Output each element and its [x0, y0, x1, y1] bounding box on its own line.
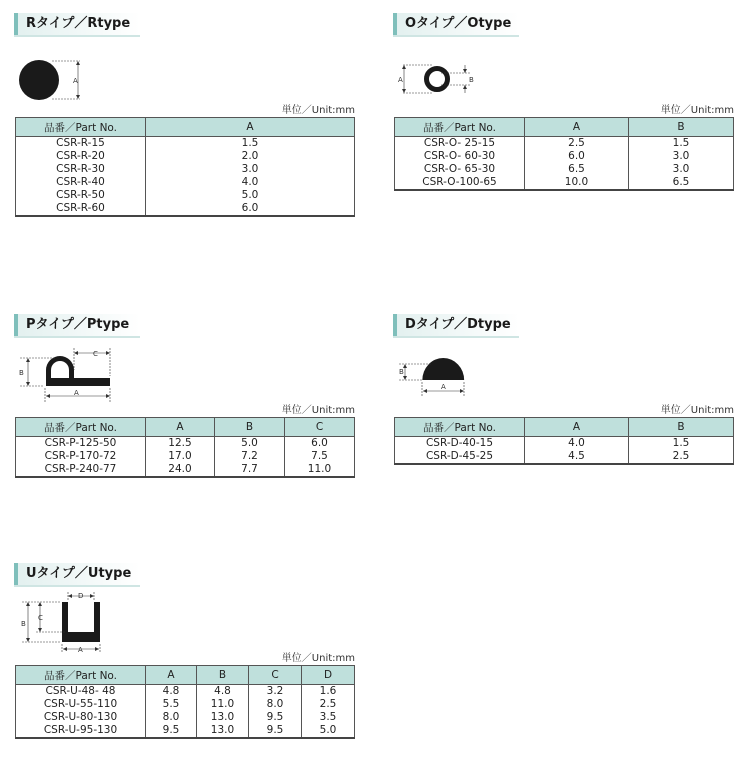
dimension-cell: 4.0 [146, 176, 355, 189]
dimension-cell: 1.5 [146, 137, 355, 151]
d-label-a: A [441, 383, 446, 391]
u-unit-label: 単位／Unit:mm [281, 653, 355, 664]
table-row [16, 176, 355, 189]
r-label-a: A [73, 77, 78, 85]
u-spec-table [15, 665, 355, 739]
table-row [16, 724, 355, 738]
d-unit-label: 単位／Unit:mm [660, 405, 734, 416]
r-unit-label: 単位／Unit:mm [281, 105, 355, 116]
table-row [395, 437, 734, 451]
dimension-cell: 13.0 [197, 724, 249, 738]
dimension-cell: 1.6 [302, 685, 355, 699]
table-row [16, 698, 355, 711]
dimension-cell: 6.0 [285, 437, 355, 451]
part-number-cell: CSR-P-240-77 [16, 463, 146, 477]
dimension-cell: 13.0 [197, 711, 249, 724]
col-header-d: D [302, 666, 355, 685]
dimension-cell: 1.5 [629, 137, 734, 151]
dimension-cell: 2.5 [525, 137, 629, 151]
part-number-cell: CSR-O-100-65 [395, 176, 525, 190]
u-label-a: A [78, 646, 83, 654]
col-header-part-no: 品番／Part No. [395, 118, 525, 137]
col-header-c: C [285, 418, 355, 437]
dimension-cell: 9.5 [249, 724, 302, 738]
dimension-cell: 5.0 [146, 189, 355, 202]
col-header-b: B [215, 418, 285, 437]
table-row [395, 450, 734, 464]
table-row [16, 189, 355, 202]
table-row [16, 163, 355, 176]
dimension-cell: 3.0 [629, 163, 734, 176]
part-number-cell: CSR-D-40-15 [395, 437, 525, 451]
dimension-cell: 1.5 [629, 437, 734, 451]
u-label-b: B [21, 620, 26, 628]
dimension-cell: 2.5 [302, 698, 355, 711]
dimension-cell: 8.0 [146, 711, 197, 724]
part-number-cell: CSR-P-125-50 [16, 437, 146, 451]
col-header-a: A [146, 418, 215, 437]
d-type-diagram [391, 356, 471, 400]
d-label-b: B [399, 368, 404, 376]
col-header-a: A [525, 118, 629, 137]
dimension-cell: 3.0 [146, 163, 355, 176]
part-number-cell: CSR-R-50 [16, 189, 146, 202]
p-label-b: B [19, 369, 24, 377]
o-type-diagram [393, 60, 483, 100]
table-row [395, 163, 734, 176]
col-header-part-no: 品番／Part No. [16, 118, 146, 137]
dimension-cell: 2.5 [629, 450, 734, 464]
table-row [16, 450, 355, 463]
dimension-cell: 4.8 [146, 685, 197, 699]
part-number-cell: CSR-U-80-130 [16, 711, 146, 724]
col-header-part-no: 品番／Part No. [395, 418, 525, 437]
p-type-title: Pタイプ／Ptype [26, 317, 130, 332]
table-header-row [395, 418, 734, 437]
table-row [16, 463, 355, 477]
table-row [16, 685, 355, 699]
dimension-cell: 9.5 [249, 711, 302, 724]
dimension-cell: 9.5 [146, 724, 197, 738]
table-row [16, 150, 355, 163]
r-type-heading [14, 13, 140, 37]
table-row [395, 176, 734, 190]
part-number-cell: CSR-R-30 [16, 163, 146, 176]
table-row [16, 711, 355, 724]
p-label-c: C [93, 350, 98, 358]
part-number-cell: CSR-O- 65-30 [395, 163, 525, 176]
o-label-a: A [398, 76, 403, 84]
u-label-d: D [78, 592, 84, 600]
dimension-cell: 10.0 [525, 176, 629, 190]
table-header-row [16, 666, 355, 685]
table-row [16, 137, 355, 151]
p-type-diagram [12, 346, 116, 404]
table-header-row [16, 118, 355, 137]
part-number-cell: CSR-P-170-72 [16, 450, 146, 463]
table-row [16, 202, 355, 216]
dimension-cell: 5.0 [215, 437, 285, 451]
dimension-cell: 3.0 [629, 150, 734, 163]
p-spec-table [15, 417, 355, 478]
part-number-cell: CSR-R-40 [16, 176, 146, 189]
table-row [395, 137, 734, 151]
o-type-title: Oタイプ／Otype [405, 16, 512, 31]
dimension-cell: 11.0 [285, 463, 355, 477]
part-number-cell: CSR-O- 25-15 [395, 137, 525, 151]
dimension-cell: 6.0 [525, 150, 629, 163]
table-row [395, 150, 734, 163]
part-number-cell: CSR-U-95-130 [16, 724, 146, 738]
col-header-b: B [197, 666, 249, 685]
part-number-cell: CSR-U-48- 48 [16, 685, 146, 699]
col-header-b: B [629, 118, 734, 137]
dimension-cell: 3.2 [249, 685, 302, 699]
part-number-cell: CSR-R-15 [16, 137, 146, 151]
dimension-cell: 4.8 [197, 685, 249, 699]
u-type-title: Uタイプ／Utype [26, 566, 132, 581]
col-header-a: A [525, 418, 629, 437]
p-unit-label: 単位／Unit:mm [281, 405, 355, 416]
dimension-cell: 11.0 [197, 698, 249, 711]
part-number-cell: CSR-O- 60-30 [395, 150, 525, 163]
o-label-b: B [469, 76, 474, 84]
part-number-cell: CSR-U-55-110 [16, 698, 146, 711]
dimension-cell: 3.5 [302, 711, 355, 724]
dimension-cell: 17.0 [146, 450, 215, 463]
dimension-cell: 8.0 [249, 698, 302, 711]
o-unit-label: 単位／Unit:mm [660, 105, 734, 116]
p-type-heading [14, 314, 140, 338]
o-type-heading [393, 13, 519, 37]
col-header-b: B [629, 418, 734, 437]
dimension-cell: 6.5 [525, 163, 629, 176]
col-header-part-no: 品番／Part No. [16, 666, 146, 685]
dimension-cell: 7.7 [215, 463, 285, 477]
d-type-heading [393, 314, 519, 338]
u-type-heading [14, 563, 140, 587]
dimension-cell: 7.5 [285, 450, 355, 463]
d-type-title: Dタイプ／Dtype [405, 317, 511, 332]
dimension-cell: 7.2 [215, 450, 285, 463]
o-spec-table [394, 117, 734, 191]
u-label-c: C [38, 614, 43, 622]
table-header-row [395, 118, 734, 137]
dimension-cell: 2.0 [146, 150, 355, 163]
p-label-a: A [74, 389, 79, 397]
dimension-cell: 12.5 [146, 437, 215, 451]
dimension-cell: 5.5 [146, 698, 197, 711]
col-header-a: A [146, 118, 355, 137]
r-spec-table [15, 117, 355, 217]
dimension-cell: 5.0 [302, 724, 355, 738]
col-header-c: C [249, 666, 302, 685]
dimension-cell: 6.0 [146, 202, 355, 216]
d-spec-table [394, 417, 734, 465]
part-number-cell: CSR-D-45-25 [395, 450, 525, 464]
dimension-cell: 4.0 [525, 437, 629, 451]
r-type-diagram [14, 58, 94, 104]
col-header-a: A [146, 666, 197, 685]
table-row [16, 437, 355, 451]
dimension-cell: 4.5 [525, 450, 629, 464]
dimension-cell: 6.5 [629, 176, 734, 190]
dimension-cell: 24.0 [146, 463, 215, 477]
part-number-cell: CSR-R-20 [16, 150, 146, 163]
table-header-row [16, 418, 355, 437]
r-type-title: Rタイプ／Rtype [26, 16, 131, 31]
part-number-cell: CSR-R-60 [16, 202, 146, 216]
col-header-part-no: 品番／Part No. [16, 418, 146, 437]
u-type-diagram [14, 590, 110, 654]
